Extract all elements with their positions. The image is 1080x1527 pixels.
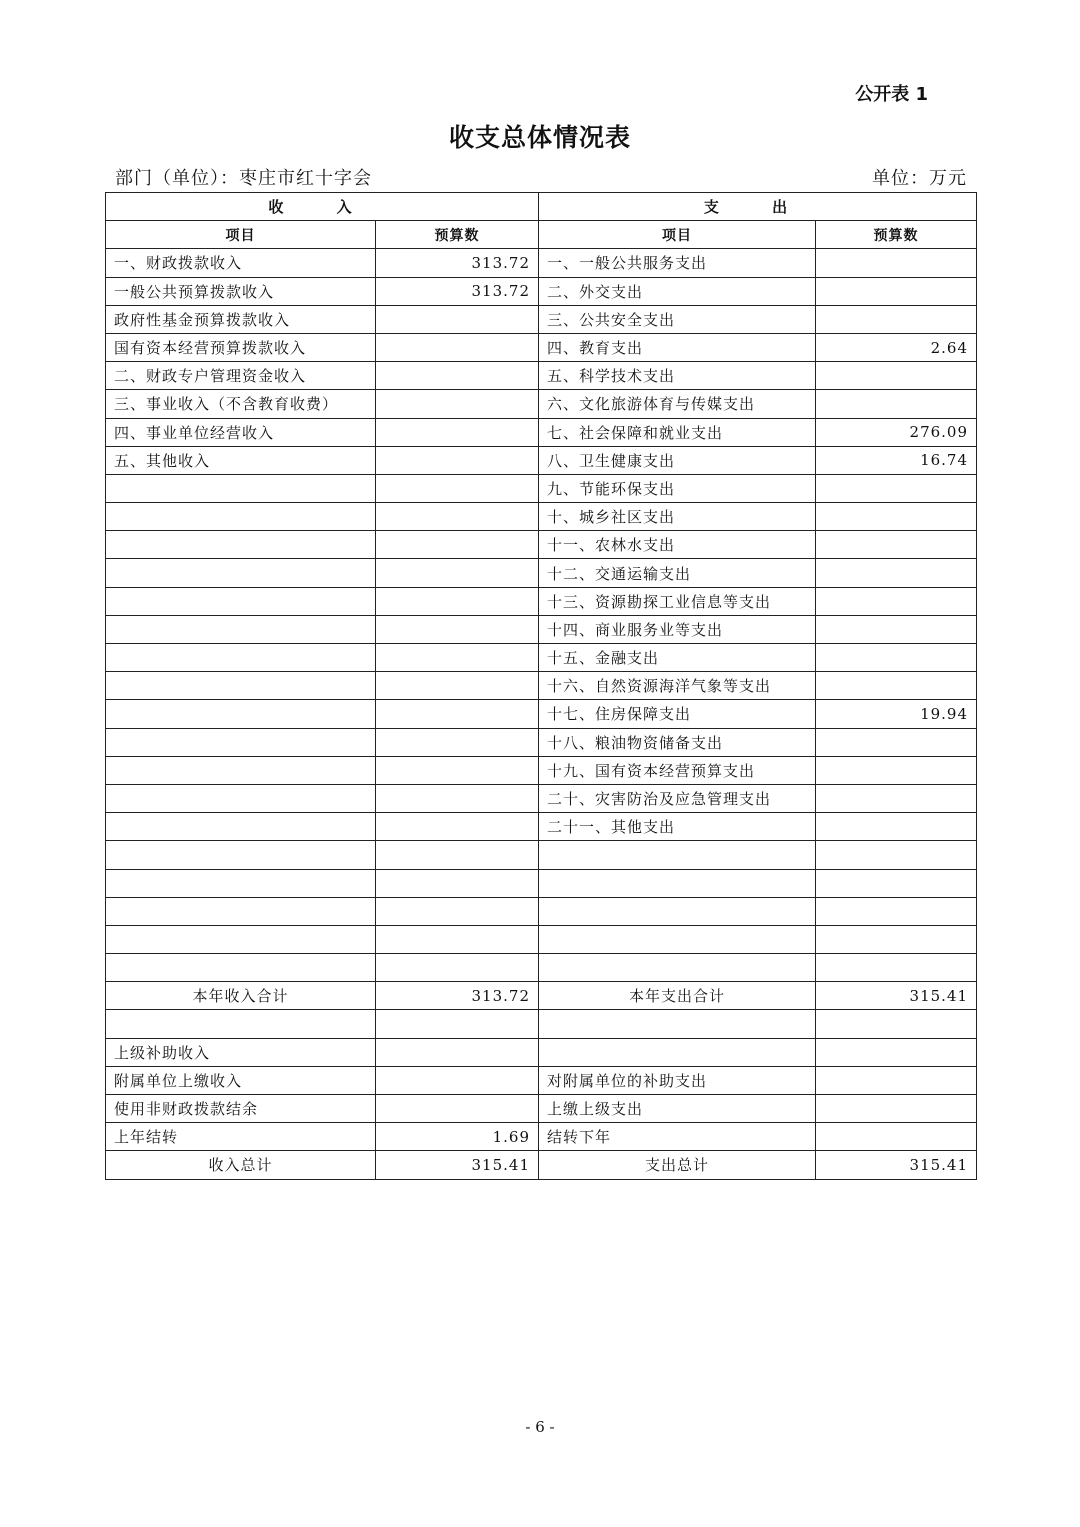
table-row — [106, 925, 977, 953]
grand-income-total-label: 收入总计 — [106, 1151, 376, 1179]
expense-value-cell — [816, 925, 977, 953]
expense-item-cell: 七、社会保障和就业支出 — [539, 418, 816, 446]
income-item-cell — [106, 925, 376, 953]
income-item-cell: 一、财政拨款收入 — [106, 249, 376, 277]
expense-item-cell: 十三、资源勘探工业信息等支出 — [539, 587, 816, 615]
table-row — [106, 672, 977, 700]
column-header-row — [106, 221, 977, 249]
expense-item-cell: 对附属单位的补助支出 — [539, 1066, 816, 1094]
expense-item-cell: 二、外交支出 — [539, 277, 816, 305]
income-item-cell: 国有资本经营预算拨款收入 — [106, 333, 376, 361]
table-row — [106, 813, 977, 841]
expense-value-cell — [816, 305, 977, 333]
expense-value-cell — [816, 672, 977, 700]
income-item-cell — [106, 1010, 376, 1038]
expense-value-cell — [816, 644, 977, 672]
income-value-cell: 313.72 — [376, 249, 539, 277]
expense-item-cell — [539, 869, 816, 897]
income-value-cell — [376, 615, 539, 643]
income-value-cell — [376, 869, 539, 897]
expense-item-cell: 五、科学技术支出 — [539, 362, 816, 390]
income-item-cell — [106, 700, 376, 728]
expense-item-cell: 十五、金融支出 — [539, 644, 816, 672]
expense-item-cell: 十四、商业服务业等支出 — [539, 615, 816, 643]
expense-value-cell — [816, 756, 977, 784]
table-row — [106, 1123, 977, 1151]
table-body — [106, 249, 977, 982]
expense-value-cell — [816, 813, 977, 841]
expense-value-cell — [816, 615, 977, 643]
expense-item-cell: 十九、国有资本经营预算支出 — [539, 756, 816, 784]
department-label: 部门（单位）：枣庄市红十字会 — [115, 168, 372, 189]
income-value-cell — [376, 446, 539, 474]
expense-item-cell: 四、教育支出 — [539, 333, 816, 361]
expense-item-cell: 六、文化旅游体育与传媒支出 — [539, 390, 816, 418]
table-row — [106, 869, 977, 897]
expense-value-cell — [816, 869, 977, 897]
expense-value-cell — [816, 1123, 977, 1151]
income-item-cell: 附属单位上缴收入 — [106, 1066, 376, 1094]
income-item-cell: 上级补助收入 — [106, 1038, 376, 1066]
income-item-cell — [106, 869, 376, 897]
expense-item-cell: 八、卫生健康支出 — [539, 446, 816, 474]
expense-value-cell: 276.09 — [816, 418, 977, 446]
year-total-row — [106, 982, 977, 1010]
expense-value-cell — [816, 784, 977, 812]
grand-income-total-value: 315.41 — [376, 1151, 539, 1179]
expense-value-cell — [816, 503, 977, 531]
expense-value-cell — [816, 390, 977, 418]
income-item-cell — [106, 672, 376, 700]
income-value-cell — [376, 700, 539, 728]
table-row — [106, 1095, 977, 1123]
table-row — [106, 615, 977, 643]
table-row — [106, 446, 977, 474]
income-item-cell — [106, 531, 376, 559]
expense-item-cell: 十一、农林水支出 — [539, 531, 816, 559]
income-item-cell — [106, 728, 376, 756]
table-row — [106, 587, 977, 615]
expense-value-cell — [816, 954, 977, 982]
table-row — [106, 305, 977, 333]
expense-value-cell — [816, 587, 977, 615]
income-value-cell — [376, 531, 539, 559]
year-expense-total-label: 本年支出合计 — [539, 982, 816, 1010]
expense-value-cell — [816, 1010, 977, 1038]
income-value-cell — [376, 784, 539, 812]
income-item-cell: 使用非财政拨款结余 — [106, 1095, 376, 1123]
expense-item-cell: 十八、粮油物资储备支出 — [539, 728, 816, 756]
table-row — [106, 841, 977, 869]
table-row — [106, 474, 977, 502]
income-item-cell: 政府性基金预算拨款收入 — [106, 305, 376, 333]
table-row — [106, 418, 977, 446]
income-value-cell — [376, 925, 539, 953]
income-item-cell — [106, 559, 376, 587]
section-header-row — [106, 193, 977, 221]
expense-value-cell — [816, 1066, 977, 1094]
income-item-cell — [106, 615, 376, 643]
income-value-cell — [376, 1095, 539, 1123]
expense-item-cell: 十七、住房保障支出 — [539, 700, 816, 728]
income-value-cell — [376, 390, 539, 418]
grand-expense-total-label: 支出总计 — [539, 1151, 816, 1179]
table-row — [106, 1066, 977, 1094]
table-row — [106, 531, 977, 559]
income-value-cell — [376, 333, 539, 361]
expense-item-cell: 结转下年 — [539, 1123, 816, 1151]
income-value-cell — [376, 587, 539, 615]
expense-item-cell: 一、一般公共服务支出 — [539, 249, 816, 277]
income-value-cell — [376, 474, 539, 502]
expense-item-cell — [539, 897, 816, 925]
table-row — [106, 897, 977, 925]
income-value-cell — [376, 841, 539, 869]
table-row — [106, 390, 977, 418]
income-value-cell — [376, 305, 539, 333]
expense-item-cell: 上缴上级支出 — [539, 1095, 816, 1123]
expense-item-cell — [539, 925, 816, 953]
year-income-total-value: 313.72 — [376, 982, 539, 1010]
table-row — [106, 644, 977, 672]
income-item-cell — [106, 644, 376, 672]
income-value-cell — [376, 644, 539, 672]
expense-item-cell: 十二、交通运输支出 — [539, 559, 816, 587]
expense-value-cell — [816, 531, 977, 559]
table-row — [106, 700, 977, 728]
income-item-cell — [106, 587, 376, 615]
income-value-cell — [376, 897, 539, 925]
income-value-cell — [376, 362, 539, 390]
grand-total-row — [106, 1151, 977, 1179]
income-item-cell: 四、事业单位经营收入 — [106, 418, 376, 446]
expense-item-cell: 九、节能环保支出 — [539, 474, 816, 502]
extra-body — [106, 1010, 977, 1151]
expense-value-cell — [816, 474, 977, 502]
income-value-cell — [376, 1010, 539, 1038]
table-row — [106, 249, 977, 277]
expense-item-cell — [539, 954, 816, 982]
income-value-cell — [376, 1066, 539, 1094]
income-item-cell: 二、财政专户管理资金收入 — [106, 362, 376, 390]
income-item-cell — [106, 503, 376, 531]
expense-item-cell: 十六、自然资源海洋气象等支出 — [539, 672, 816, 700]
budget-table — [105, 192, 977, 1180]
page-number: - 6 - — [525, 1418, 555, 1436]
expense-item-cell: 二十一、其他支出 — [539, 813, 816, 841]
expense-item-cell — [539, 1010, 816, 1038]
page-title: 收支总体情况表 — [448, 123, 631, 152]
income-value-cell — [376, 954, 539, 982]
expense-value-cell — [816, 1095, 977, 1123]
year-expense-total-value: 315.41 — [816, 982, 977, 1010]
unit-label: 单位：万元 — [872, 168, 967, 189]
income-item-cell — [106, 954, 376, 982]
expense-item-cell: 十、城乡社区支出 — [539, 503, 816, 531]
income-value-cell: 1.69 — [376, 1123, 539, 1151]
table-row — [106, 559, 977, 587]
income-value-cell — [376, 503, 539, 531]
table-row — [106, 784, 977, 812]
table-row — [106, 277, 977, 305]
income-value-cell — [376, 813, 539, 841]
expense-item-cell: 三、公共安全支出 — [539, 305, 816, 333]
expense-budget-col-header: 预算数 — [816, 221, 977, 249]
year-income-total-label: 本年收入合计 — [106, 982, 376, 1010]
table-row — [106, 333, 977, 361]
expense-value-cell: 2.64 — [816, 333, 977, 361]
table-row — [106, 503, 977, 531]
expense-value-cell — [816, 362, 977, 390]
table-row — [106, 362, 977, 390]
expense-value-cell — [816, 277, 977, 305]
expense-item-cell: 二十、灾害防治及应急管理支出 — [539, 784, 816, 812]
income-value-cell — [376, 756, 539, 784]
grand-expense-total-value: 315.41 — [816, 1151, 977, 1179]
income-value-cell — [376, 728, 539, 756]
table-row — [106, 1038, 977, 1066]
income-value-cell — [376, 1038, 539, 1066]
income-item-cell — [106, 784, 376, 812]
expense-value-cell — [816, 841, 977, 869]
grand-total-body — [106, 1151, 977, 1179]
expense-value-cell — [816, 559, 977, 587]
expense-value-cell: 16.74 — [816, 446, 977, 474]
expense-item-col-header: 项目 — [539, 221, 816, 249]
expense-value-cell — [816, 249, 977, 277]
totals-body — [106, 982, 977, 1010]
expense-value-cell — [816, 728, 977, 756]
income-item-col-header: 项目 — [106, 221, 376, 249]
income-item-cell: 五、其他收入 — [106, 446, 376, 474]
expense-item-cell — [539, 1038, 816, 1066]
income-item-cell — [106, 474, 376, 502]
expense-value-cell — [816, 1038, 977, 1066]
income-value-cell: 313.72 — [376, 277, 539, 305]
expense-header: 支 出 — [539, 193, 977, 221]
table-row — [106, 954, 977, 982]
table-tag: 公开表 1 — [855, 84, 928, 105]
table-row — [106, 728, 977, 756]
income-item-cell — [106, 841, 376, 869]
income-item-cell: 上年结转 — [106, 1123, 376, 1151]
income-value-cell — [376, 418, 539, 446]
expense-value-cell: 19.94 — [816, 700, 977, 728]
income-value-cell — [376, 672, 539, 700]
income-item-cell — [106, 813, 376, 841]
table-row — [106, 756, 977, 784]
income-item-cell — [106, 756, 376, 784]
income-header: 收 入 — [106, 193, 539, 221]
expense-value-cell — [816, 897, 977, 925]
income-budget-col-header: 预算数 — [376, 221, 539, 249]
income-item-cell — [106, 897, 376, 925]
income-value-cell — [376, 559, 539, 587]
income-item-cell: 三、事业收入（不含教育收费） — [106, 390, 376, 418]
table-row — [106, 1010, 977, 1038]
income-item-cell: 一般公共预算拨款收入 — [106, 277, 376, 305]
expense-item-cell — [539, 841, 816, 869]
